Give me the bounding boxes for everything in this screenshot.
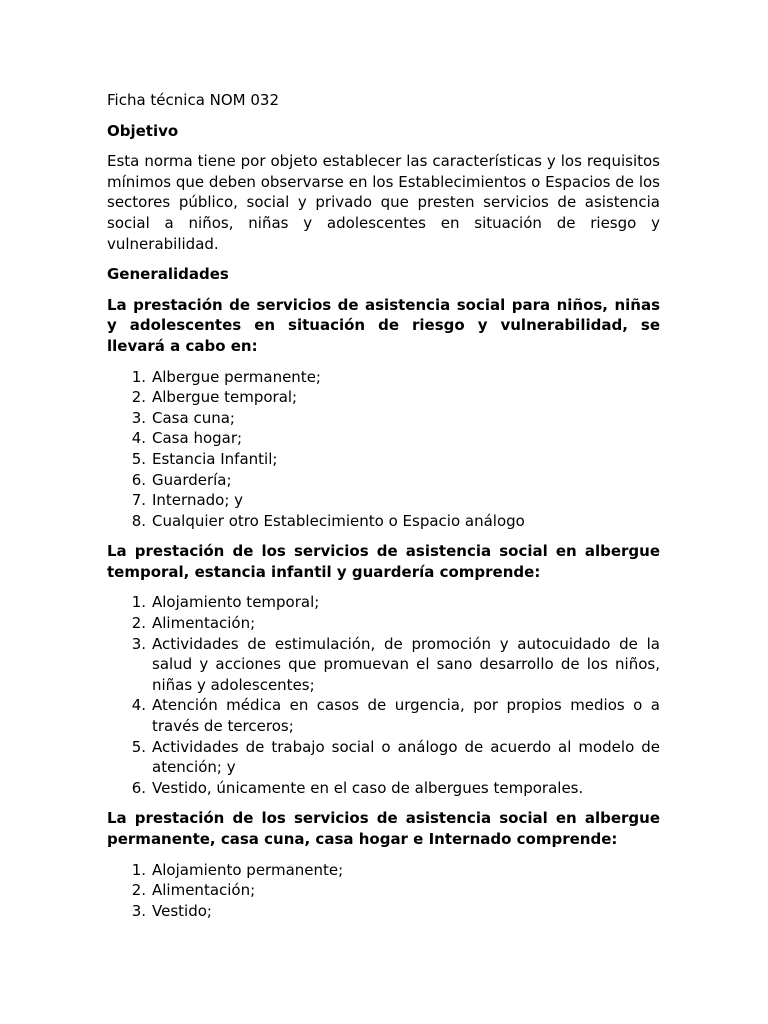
- list-text: Albergue temporal;: [152, 388, 298, 407]
- list-text: Albergue permanente;: [152, 367, 321, 386]
- list-text: Atención médica en casos de urgencia, por propios medios o a través de terceros;: [152, 696, 660, 736]
- section3-list: [107, 860, 660, 922]
- list-item: [107, 387, 660, 408]
- list-item: [107, 470, 660, 491]
- list-item: [107, 634, 660, 696]
- section3-heading: La prestación de los servicios de asistencia social en albergue permanente, casa cuna, casa hogar e Internado comprende:: [107, 809, 660, 848]
- list-number: 2.: [131, 881, 146, 900]
- list-text: Internado; y: [152, 491, 244, 510]
- list-number: 4.: [131, 696, 146, 715]
- list-text: Casa hogar;: [152, 429, 243, 448]
- list-item: [107, 367, 660, 388]
- list-item: [107, 449, 660, 470]
- list-number: 8.: [131, 511, 146, 530]
- section2-heading: La prestación de los servicios de asistencia social en albergue temporal, estancia infantil y guardería comprende:: [107, 542, 660, 581]
- document-page: [107, 90, 660, 921]
- list-number: 1.: [131, 593, 146, 612]
- list-item: [107, 880, 660, 901]
- list-item: [107, 860, 660, 881]
- list-item: [107, 490, 660, 511]
- objetivo-heading: Objetivo: [107, 121, 179, 140]
- list-item: [107, 428, 660, 449]
- list-number: 5.: [131, 737, 146, 756]
- list-number: 2.: [131, 614, 146, 633]
- list-text: Vestido;: [152, 901, 212, 920]
- list-text: Actividades de trabajo social o análogo de acuerdo al modelo de atención; y: [152, 737, 660, 777]
- list-number: 5.: [131, 449, 146, 468]
- section1-heading: La prestación de servicios de asistencia social para niños, niñas y adolescentes en situación de riesgo y vulnerabilidad, se llevará a cabo en:: [107, 295, 660, 355]
- list-item: [107, 737, 660, 778]
- list-item: [107, 901, 660, 922]
- list-number: 2.: [131, 388, 146, 407]
- list-text: Guardería;: [152, 470, 232, 489]
- list-text: Vestido, únicamente en el caso de albergues temporales.: [152, 778, 584, 797]
- list-text: Alimentación;: [152, 881, 256, 900]
- list-number: 3.: [131, 901, 146, 920]
- list-number: 3.: [131, 634, 146, 653]
- list-number: 6.: [131, 470, 146, 489]
- list-number: 3.: [131, 408, 146, 427]
- list-item: [107, 592, 660, 613]
- list-item: [107, 511, 660, 532]
- list-item: [107, 778, 660, 799]
- list-text: Alojamiento temporal;: [152, 593, 320, 612]
- list-number: 7.: [131, 491, 146, 510]
- list-text: Cualquier otro Establecimiento o Espacio análogo: [152, 511, 525, 530]
- list-item: [107, 408, 660, 429]
- section2-list: [107, 592, 660, 798]
- objetivo-paragraph: Esta norma tiene por objeto establecer las características y los requisitos mínimos que deben observarse en los Establecimientos o Espacios de los sectores público, social y privado que presten servicios de asistencia social a niños, niñas y adolescentes en situación de riesgo y vulnerabilidad.: [107, 152, 660, 253]
- list-text: Casa cuna;: [152, 408, 235, 427]
- list-text: Alimentación;: [152, 614, 256, 633]
- list-number: 6.: [131, 778, 146, 797]
- section1-list: [107, 367, 660, 532]
- list-text: Estancia Infantil;: [152, 449, 278, 468]
- list-item: [107, 613, 660, 634]
- list-text: Actividades de estimulación, de promoción y autocuidado de la salud y acciones que promuevan el sano desarrollo de los niños, niñas y adolescentes;: [152, 634, 660, 694]
- list-number: 1.: [131, 860, 146, 879]
- document-title: Ficha técnica NOM 032: [107, 91, 280, 109]
- list-text: Alojamiento permanente;: [152, 860, 344, 879]
- list-number: 4.: [131, 429, 146, 448]
- list-item: [107, 695, 660, 736]
- generalidades-heading: Generalidades: [107, 265, 229, 284]
- list-number: 1.: [131, 367, 146, 386]
